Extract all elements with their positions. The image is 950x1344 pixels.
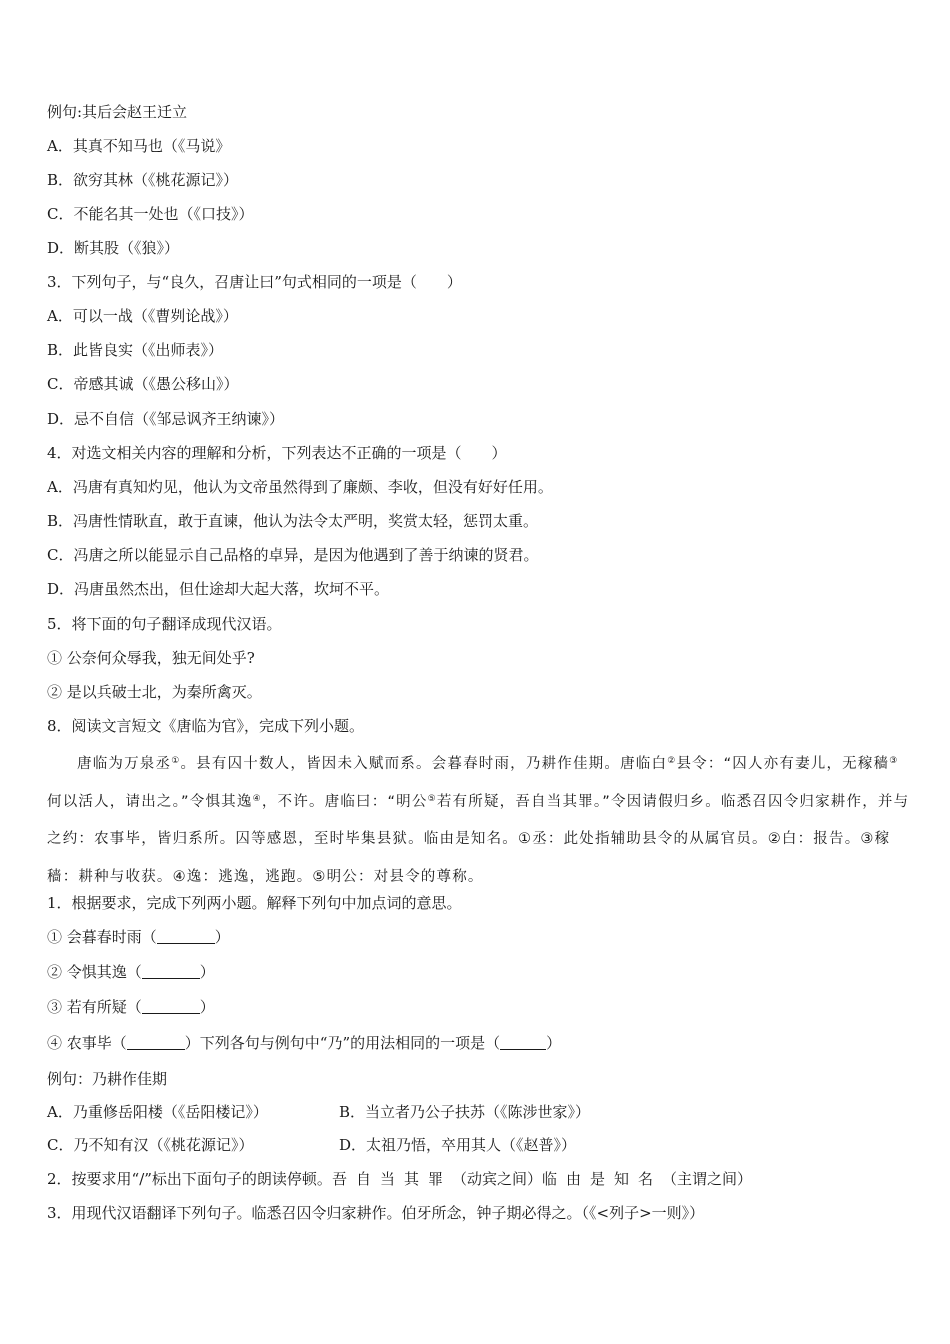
option-text: 可以一战（《曹刿论战》） [72, 307, 238, 325]
sentence-2-note: （主谓之间） [661, 1170, 752, 1188]
sub3-line: 3．用现代汉语翻译下列句子。临悉召囚令归家耕作。伯牙所念，钟子期必得之。（《<列子>一则》） [47, 1204, 705, 1222]
option-letter: A． [47, 1103, 73, 1121]
option-text: 乃不知有汉（《桃花源记》） [73, 1136, 254, 1154]
option-letter: C． [47, 546, 74, 564]
option-text: 乃重修岳阳楼（《岳阳楼记》） [72, 1103, 268, 1121]
q3-option-b [47, 340, 223, 360]
sub1-item-4 [47, 1033, 561, 1053]
sub1-stem: 1．根据要求，完成下列两小题。解释下列句中加点词的意思。 [47, 894, 462, 912]
option-letter: C． [47, 375, 74, 393]
passage-text: 县令：“囚人亦有妻儿，无稼穑 [676, 756, 890, 772]
classical-passage [47, 746, 913, 896]
option-text: 此皆良实（《出师表》） [73, 341, 224, 359]
q5-item-1: ① 公奈何众辱我，独无间处乎? [47, 649, 255, 667]
sub1-item-1 [47, 927, 230, 947]
footnote-marker: ④ [252, 793, 262, 804]
sub1-options-row-2 [47, 1135, 887, 1155]
option-text: 不能名其一处也（《口技》） [73, 205, 254, 223]
option-letter: A． [47, 137, 73, 155]
sentence-2: 临由是知名 [541, 1170, 662, 1188]
option-text: 其真不知马也（《马说》 [72, 137, 231, 155]
sub1-options-row-1 [47, 1102, 887, 1122]
q2-option-c [47, 204, 254, 224]
option-letter: A． [47, 478, 73, 496]
passage-text: 唐临为万泉丞 [77, 756, 172, 772]
option-letter: C． [47, 205, 74, 223]
passage-text: ，不许。唐临曰：“明公 [261, 793, 428, 810]
q4-option-c [47, 545, 539, 565]
answer-blank[interactable] [157, 928, 215, 944]
q4-option-a [47, 477, 553, 497]
q2-option-b [47, 170, 238, 190]
q2-option-a [47, 136, 230, 156]
option-letter: B． [47, 171, 74, 189]
option-text: 断其股（《狼》） [74, 239, 180, 257]
footnote-marker: ② [667, 756, 677, 766]
option-letter: C． [47, 1136, 74, 1154]
option-text: 冯唐之所以能显示自己品格的卓异，是因为他遇到了善于纳谏的贤君。 [73, 546, 539, 564]
option-text: 帝感其诚（《愚公移山》） [73, 375, 239, 393]
option-text: 当立者乃公子扶苏（《陈涉世家》） [365, 1103, 591, 1121]
item-close: ） [199, 998, 215, 1016]
option-text: 忌不自信（《邹忌讽齐王纳谏》） [74, 410, 285, 428]
answer-blank[interactable] [127, 1034, 185, 1050]
answer-blank[interactable] [142, 998, 200, 1014]
footnote-marker: ③ [889, 756, 899, 766]
option-letter: B． [47, 512, 74, 530]
item-text: ① 会暮春时雨（ [47, 928, 157, 946]
item-close: ） [214, 928, 230, 946]
q2-option-d [47, 238, 179, 258]
item-text: ④ 农事毕（ [47, 1034, 127, 1052]
option-text: 太祖乃悟，卒用其人（《赵普》） [366, 1136, 577, 1154]
sub1-option-a [47, 1103, 268, 1121]
sub1-option-d [339, 1135, 576, 1155]
answer-blank[interactable] [500, 1034, 546, 1050]
q4-option-d [47, 579, 389, 599]
passage-text: 若有所疑，吾自当其罪。”令因请假归乡。临悉召囚令归家耕作，并与之约：农事毕，皆归系所。囚等感恩，至时毕集县狱。临由是知名。①丞：此处指辅助县令的从属官员。②白：报告。③稼穑：耕种与收获。④逸：逃逸，逃跑。⑤明公：对县令的尊称。 [47, 793, 910, 885]
option-letter: D． [339, 1136, 367, 1154]
option-text: 冯唐有真知灼见，他认为文帝虽然得到了廉颇、李收，但没有好好任用。 [72, 478, 553, 496]
footnote-marker: ① [171, 756, 181, 766]
sub1-option-b [339, 1102, 590, 1122]
item-text: ② 令惧其逸（ [47, 963, 142, 981]
option-letter: D． [47, 580, 75, 598]
sub1-option-c [47, 1136, 254, 1154]
option-letter: A． [47, 307, 73, 325]
q3-option-d [47, 409, 284, 429]
option-letter: D． [47, 410, 75, 428]
item-close: ）下列各句与例句中“乃”的用法相同的一项是（ [184, 1034, 501, 1052]
option-text: 欲穷其林（《桃花源记》） [73, 171, 239, 189]
footnote-marker: ⑤ [427, 793, 437, 804]
sub1-item-3 [47, 997, 215, 1017]
q8-stem: 8．阅读文言短文《唐临为官》，完成下列小题。 [47, 717, 365, 735]
q3-stem: 3．下列句子，与“良久，召唐让曰”句式相同的一项是（ ） [47, 273, 462, 291]
q5-stem: 5．将下面的句子翻译成现代汉语。 [47, 615, 282, 633]
sub1-example: 例句：乃耕作佳期 [47, 1070, 168, 1088]
sub2-line [47, 1169, 752, 1189]
q5-item-2: ② 是以兵破士北，为秦所禽灭。 [47, 683, 262, 701]
option-text: 冯唐性情耿直，敢于直谏，他认为法令太严明，奖赏太轻，惩罚太重。 [73, 512, 539, 530]
option-letter: B． [339, 1103, 366, 1121]
example-sentence: 例句:其后会赵王迁立 [47, 103, 188, 121]
q4-stem: 4．对选文相关内容的理解和分析，下列表达不正确的一项是（ ） [47, 444, 507, 462]
q4-option-b [47, 511, 538, 531]
q3-option-c [47, 374, 239, 394]
passage-text: 何以活人，请出之。”令惧其逸 [47, 793, 253, 810]
item-close: ） [199, 963, 215, 981]
option-letter: B． [47, 341, 74, 359]
sub2-stem: 2．按要求用“/”标出下面句子的朗读停顿。 [47, 1170, 332, 1188]
sentence-1: 吾自当其罪 [331, 1170, 452, 1188]
option-letter: D． [47, 239, 75, 257]
item-close: ） [546, 1034, 562, 1052]
answer-blank[interactable] [142, 963, 200, 979]
passage-text: 。县有囚十数人，皆因未入赋而系。会暮春时雨，乃耕作佳期。唐临白 [180, 756, 668, 772]
sub1-item-2 [47, 962, 215, 982]
sentence-1-note: （动宾之间） [451, 1170, 542, 1188]
item-text: ③ 若有所疑（ [47, 998, 142, 1016]
q3-option-a [47, 306, 238, 326]
option-text: 冯唐虽然杰出，但仕途却大起大落，坎坷不平。 [74, 580, 390, 598]
